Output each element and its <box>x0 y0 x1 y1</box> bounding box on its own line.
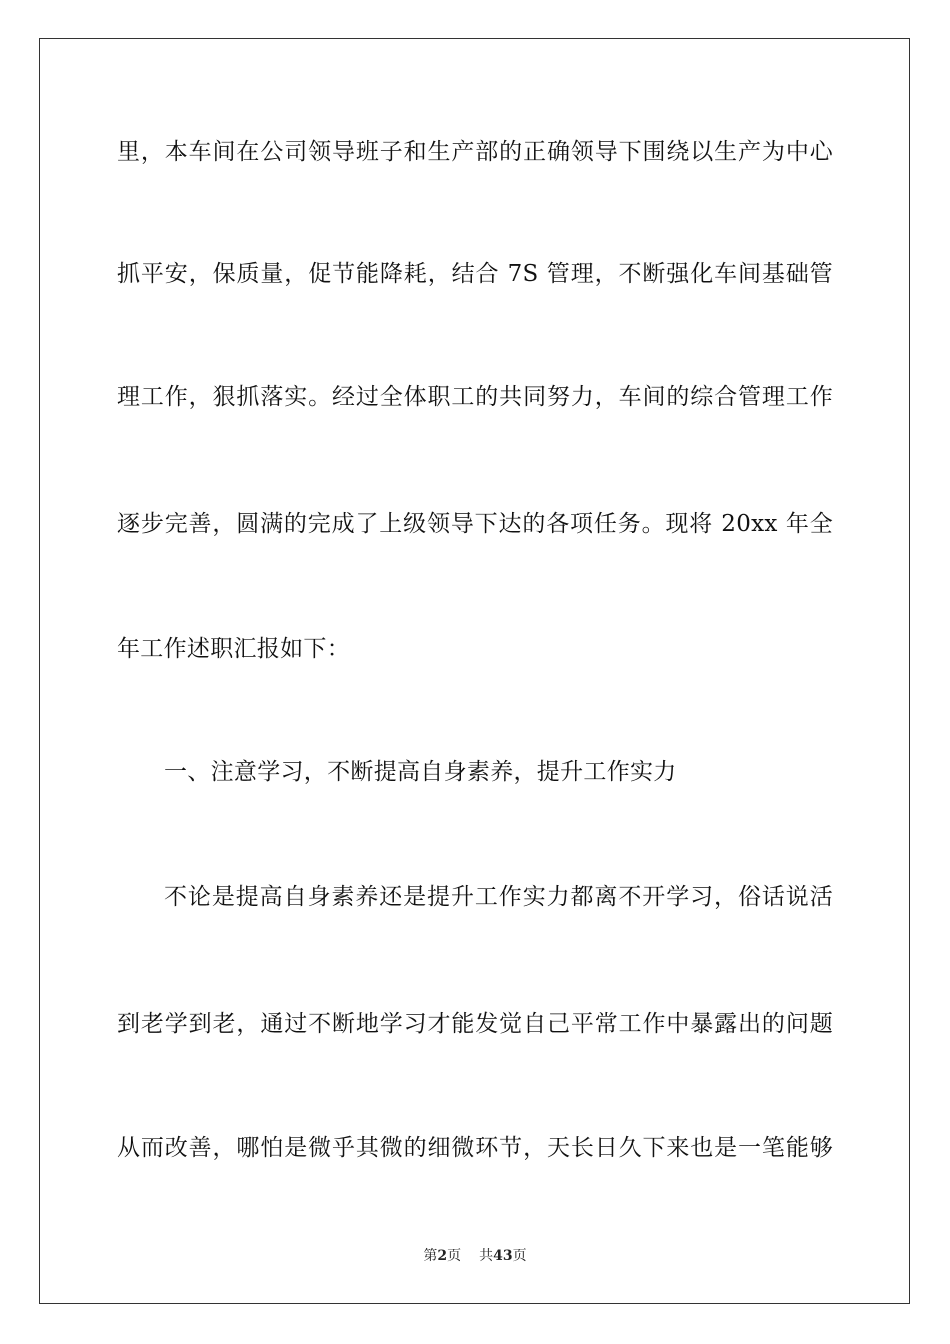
page-footer <box>0 1246 950 1266</box>
footer-total-suffix: 页 <box>512 1248 527 1264</box>
section-heading: 一、注意学习，不断提高自身素养，提升工作实力 <box>164 759 677 785</box>
body-line-7: 不论是提高自身素养还是提升工作实力都离不开学习，俗话说活 <box>164 884 833 910</box>
body-line-5: 年工作述职汇报如下： <box>117 636 350 662</box>
footer-page-suffix: 页 <box>447 1248 462 1264</box>
body-line-9: 从而改善，哪怕是微乎其微的细微环节，天长日久下来也是一笔能够 <box>117 1135 833 1161</box>
body-line-2: 抓平安，保质量，促节能降耗，结合 7S 管理，不断强化车间基础管 <box>117 261 833 287</box>
body-line-8: 到老学到老，通过不断地学习才能发觉自己平常工作中暴露出的问题 <box>117 1011 833 1037</box>
body-line-4: 逐步完善，圆满的完成了上级领导下达的各项任务。现将 20xx 年全 <box>117 511 833 537</box>
footer-total-number: 43 <box>493 1248 513 1264</box>
body-line-3: 理工作，狠抓落实。经过全体职工的共同努力，车间的综合管理工作 <box>117 384 833 410</box>
footer-page-prefix: 第 <box>423 1248 438 1264</box>
body-line-1: 里，本车间在公司领导班子和生产部的正确领导下围绕以生产为中心 <box>117 139 833 165</box>
footer-total-prefix: 共 <box>479 1248 494 1264</box>
page-border <box>39 38 910 1304</box>
footer-page-number: 2 <box>437 1248 448 1264</box>
